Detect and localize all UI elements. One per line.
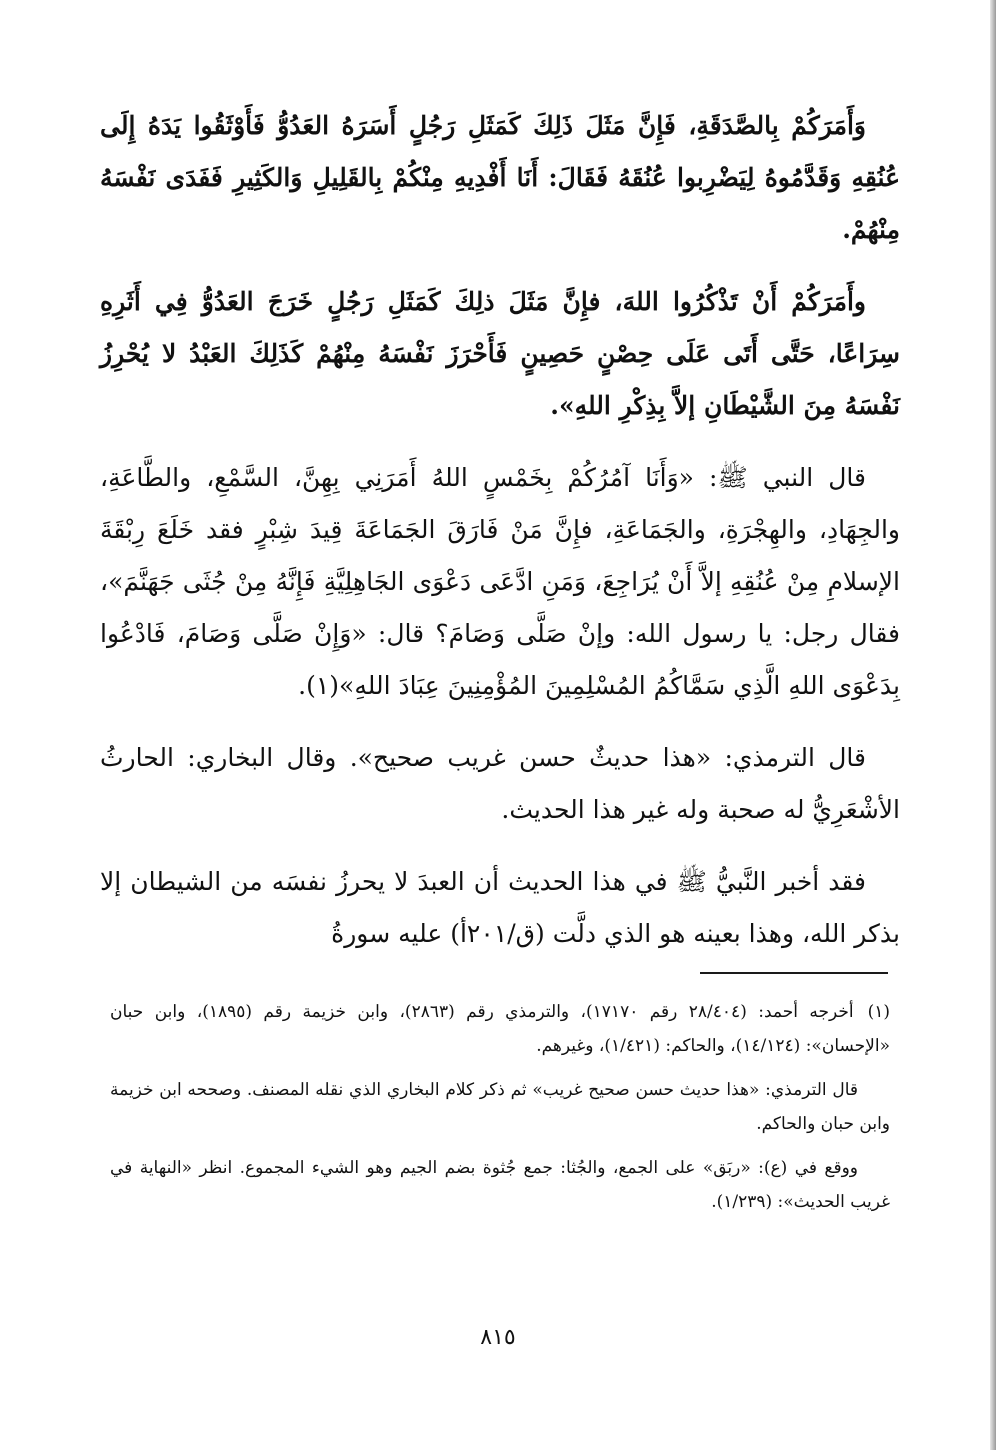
footnotes-section bbox=[110, 995, 890, 1229]
footnote-1-text: أخرجه أحمد: (٢٨/٤٠٤ رقم ١٧١٧٠)، والترمذي رقم (٢٨٦٣)، وابن خزيمة رقم (١٨٩٥)، وابن حبان «الإحسان»: (١٤/١٢٤)، والحاكم: (١/٤٢١)، وغيرهم. bbox=[110, 1002, 890, 1056]
main-text-body bbox=[100, 100, 900, 980]
paragraph-charity: وَأَمَرَكُمْ بِالصَّدَقَةِ، فَإِنَّ مَثَلَ ذَلِكَ كَمَثَلِ رَجُلٍ أَسَرَهُ العَدُوُّ فَأَوْثَقُوا يَدَهُ إِلَى عُنُقِهِ وَقَدَّمُوهُ لِيَضْرِبوا عُنُقَهُ فَقَالَ: أَنَا أَفْدِيهِ مِنْكُمْ بِالقَلِيلِ وَالكَثِيرِ فَفَدَى نَفْسَهُ مِنْهُمْ. bbox=[100, 111, 900, 244]
page-edge-shadow bbox=[990, 0, 996, 1450]
page-number: ٨١٥ bbox=[480, 1325, 516, 1350]
paragraph-five-commands: قال النبي ﷺ: «وَأَنَا آمُرُكُمْ بِخَمْسٍ اللهُ أَمَرَنِي بِهِنَّ، السَّمْعِ، والطَّاعَةِ، والجِهَادِ، والهِجْرَةِ، والجَمَاعَةِ، فإِنَّ مَنْ فَارَقَ الجَمَاعَةَ قِيدَ شِبْرٍ فقد خَلَعَ رِبْقَةَ الإسلامِ مِنْ عُنُقِهِ إلاَّ أَنْ يُرَاجِعَ، وَمَنِ ادَّعَى دَعْوَى الجَاهِلِيَّةِ فَإِنَّهُ مِنْ جُثَى جَهَنَّمَ»، فقال رجل: يا رسول الله: وإنْ صَلَّى وَصَامَ؟ قال: «وَإِنْ صَلَّى وَصَامَ، فَادْعُوا بِدَعْوَى اللهِ الَّذِي سَمَّاكُمُ المُسْلِمِينَ المُؤْمِنِينَ عِبَادَ اللهِ»(١). bbox=[100, 463, 900, 700]
footnote-1-note-tirmidhi: قال الترمذي: «هذا حديث حسن صحيح غريب» ثم ذكر كلام البخاري الذي نقله المصنف. وصححه ابن خزيمة وابن حبان والحاكم. bbox=[110, 1080, 890, 1134]
paragraph-remembrance: وأَمَرَكُمْ أَنْ تَذْكُرُوا اللهَ، فإِنَّ مَثَلَ ذلِكَ كَمَثَلِ رَجُلٍ خَرَجَ العَدُوُّ فِي أَثَرِهِ سِرَاعًا، حَتَّى أَتَى عَلَى حِصْنٍ حَصِينٍ فَأَحْرَزَ نَفْسَهُ مِنْهُمْ كَذَلِكَ العَبْدُ لا يُحْرِزُ نَفْسَهُ مِنَ الشَّيْطَانِ إلاَّ بِذِكْرِ اللهِ». bbox=[100, 287, 900, 420]
paragraph-conclusion: فقد أخبر النَّبيُّ ﷺ في هذا الحديث أن العبدَ لا يحرزُ نفسَه من الشيطان إلا بذكر الله، وهذا بعينه هو الذي دلَّت (ق/٢٠١أ) عليه سورةُ bbox=[100, 867, 900, 948]
paragraph-tirmidhi: قال الترمذي: «هذا حديثٌ حسن غريب صحيح». وقال البخاري: الحارثُ الأشْعَرِيُّ له صحبة وله غير هذا الحديث. bbox=[100, 743, 900, 824]
footnote-1-note-variant: ووقع في (ع): «ربَق» على الجمع، والجُثا: جمع جُثوة بضم الجيم وهو الشيء المجموع. انظر «النهاية في غريب الحديث»: (١/٢٣٩). bbox=[110, 1158, 890, 1212]
footnote-1 bbox=[110, 995, 890, 1063]
footnote-marker: (١) bbox=[867, 1002, 890, 1022]
footnote-separator bbox=[700, 972, 888, 974]
